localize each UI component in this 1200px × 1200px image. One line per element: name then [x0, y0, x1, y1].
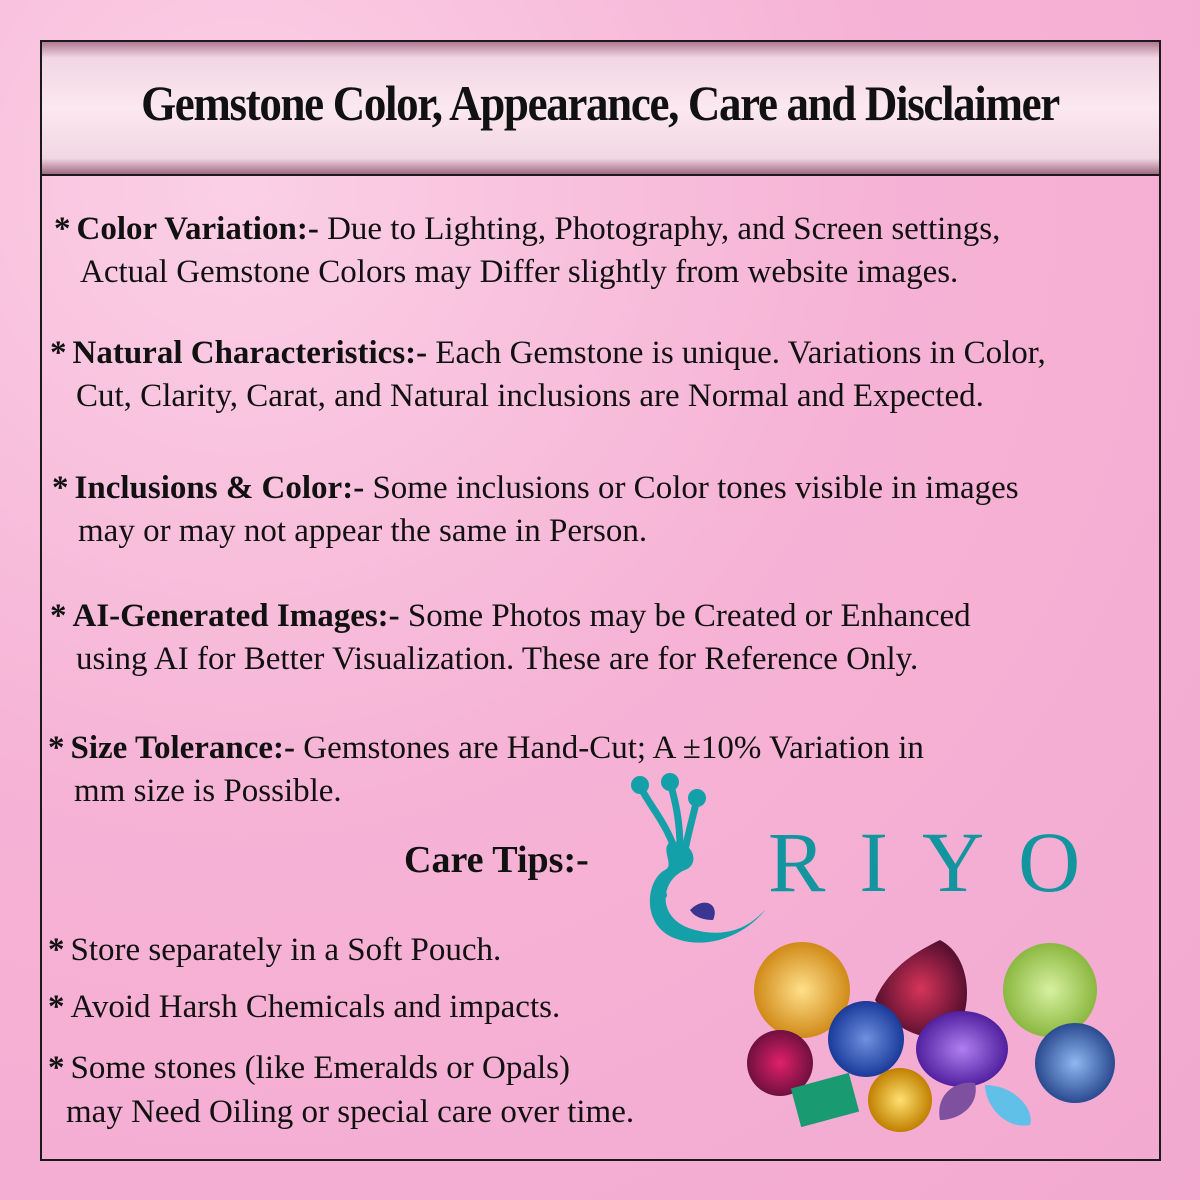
gemstones-image — [740, 935, 1130, 1135]
care-tip: * Avoid Harsh Chemicals and impacts. — [48, 989, 561, 1025]
small-amethyst-gem — [939, 1083, 976, 1120]
page-title: Gemstone Color, Appearance, Care and Disclaimer — [141, 75, 1059, 131]
yellow-sapphire-gem — [868, 1068, 932, 1132]
item-natural-characteristics: * Natural Characteristics:- Each Gemstone is unique. Variations in Color, Cut, Clarity, Carat, and Natural inclusions are Normal and Expected. — [50, 335, 1046, 414]
peridot-gem — [1003, 943, 1097, 1037]
blue-topaz-gem — [1035, 1023, 1115, 1103]
item-color-variation: * Color Variation:- Due to Lighting, Photography, and Screen settings, Actual Gemstone Colors may Differ slightly from website images. — [54, 211, 1001, 290]
sapphire-gem — [828, 1001, 904, 1077]
care-tips-heading: Care Tips:- — [404, 839, 589, 881]
care-tip: * Store separately in a Soft Pouch. — [48, 932, 502, 968]
brand-logo-text: RIYO — [768, 814, 1115, 910]
item-size-tolerance: * Size Tolerance:- Gemstones are Hand-Cut; A ±10% Variation in mm size is Possible. — [48, 730, 924, 809]
aquamarine-gem — [985, 1085, 1031, 1126]
amethyst-gem — [916, 1011, 1008, 1087]
item-inclusions-color: * Inclusions & Color:- Some inclusions or Color tones visible in images may or may not appear the same in Person. — [52, 470, 1019, 549]
peacock-logo-icon — [625, 770, 775, 950]
item-ai-generated-images: * AI-Generated Images:- Some Photos may be Created or Enhanced using AI for Better Visualization. These are for Reference Only. — [50, 598, 971, 677]
care-tip: * Some stones (like Emeralds or Opals) may Need Oiling or special care over time. — [48, 1050, 635, 1130]
